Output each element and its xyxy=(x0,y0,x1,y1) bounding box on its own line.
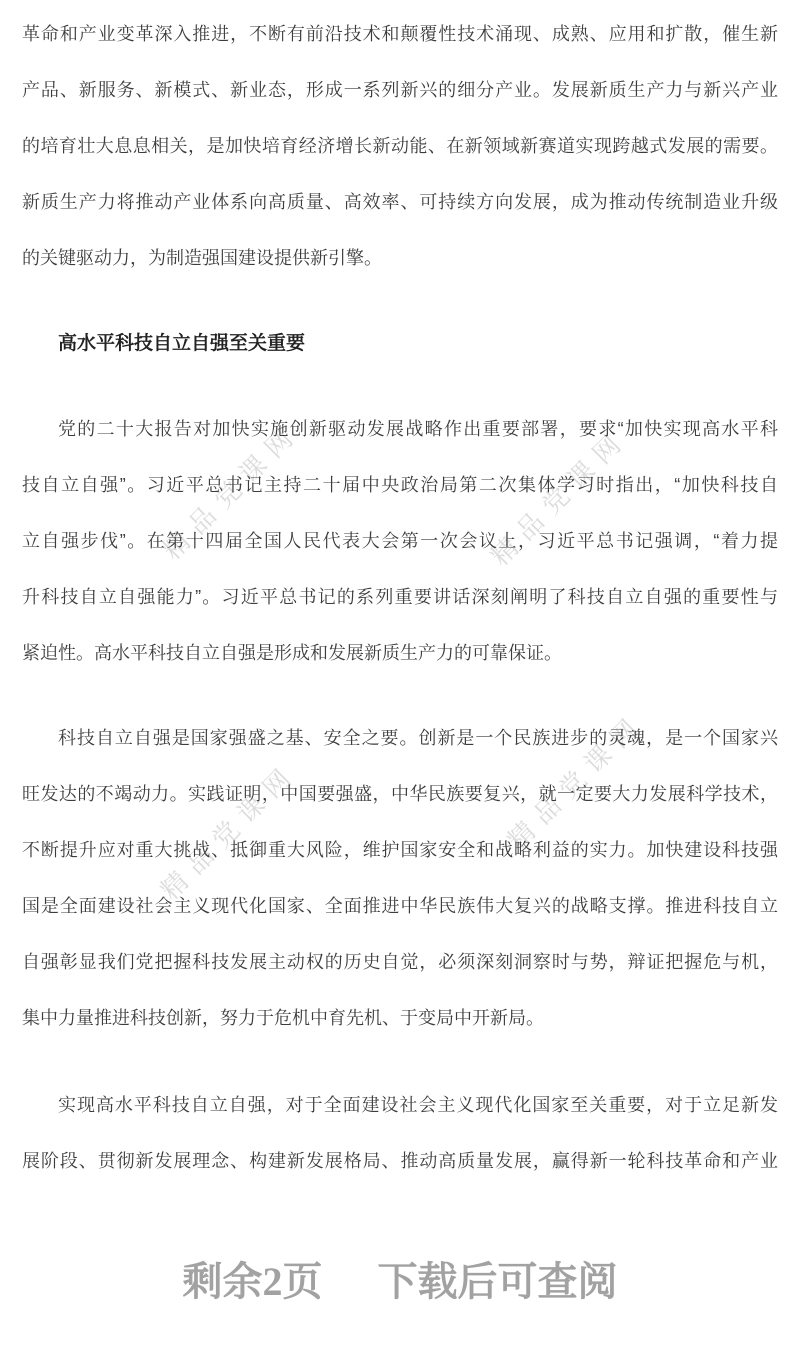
text-line: 的关键驱动力，为制造强国建设提供新引擎。 xyxy=(22,248,382,268)
text-line: 立自强步伐”。在第十四届全国人民代表大会第一次会议上，习近平总书记强调，“着力提 xyxy=(22,531,778,551)
watermark-text: 精品党课网 xyxy=(154,756,304,906)
text-line: 实现高水平科技自立自强，对于全面建设社会主义现代化国家至关重要，对于立足新发 xyxy=(58,1095,778,1115)
text-line: 展阶段、贯彻新发展理念、构建新发展格局、推动高质量发展，赢得新一轮科技革命和产业 xyxy=(22,1151,778,1171)
paragraph-continuation xyxy=(22,6,778,286)
text-line: 旺发达的不竭动力。实践证明，中国要强盛，中华民族要复兴，就一定要大力发展科学技术， xyxy=(22,784,778,804)
watermark-text: 精品党课网 xyxy=(484,422,634,572)
section-heading: 高水平科技自立自强至关重要 xyxy=(58,333,306,354)
paragraph-sci-tech-foundation xyxy=(22,710,778,1046)
watermark-text: 精品党课网 xyxy=(156,416,306,566)
text-line: 国是全面建设社会主义现代化国家、全面推进中华民族伟大复兴的战略支撑。推进科技自立 xyxy=(22,896,778,916)
pages-remaining-notice xyxy=(0,1252,800,1312)
watermark-text: 精品党课网 xyxy=(501,706,651,856)
pages-left-label: 剩余2页 xyxy=(182,1259,323,1304)
text-line: 革命和产业变革深入推进，不断有前沿技术和颠覆性技术涌现、成熟、应用和扩散，催生新 xyxy=(22,24,778,44)
text-line: 集中力量推进科技创新，努力于危机中育先机、于变局中开新局。 xyxy=(22,1008,544,1028)
paragraph-realize-self-reliance xyxy=(22,1077,778,1189)
text-line: 自强彰显我们党把握科技发展主动权的历史自觉，必须深刻洞察时与势，辩证把握危与机， xyxy=(22,952,778,972)
paragraph-party-congress-report xyxy=(22,401,778,681)
text-line: 不断提升应对重大挑战、抵御重大风险，维护国家安全和战略利益的实力。加快建设科技强 xyxy=(22,840,778,860)
text-line: 紧迫性。高水平科技自立自强是形成和发展新质生产力的可靠保证。 xyxy=(22,643,562,663)
text-line: 技自立自强”。习近平总书记主持二十届中央政治局第二次集体学习时指出，“加快科技自 xyxy=(22,475,778,495)
text-line: 科技自立自强是国家强盛之基、安全之要。创新是一个民族进步的灵魂，是一个国家兴 xyxy=(58,728,778,748)
text-line: 党的二十大报告对加快实施创新驱动发展战略作出重要部署，要求“加快实现高水平科 xyxy=(58,419,778,439)
text-line: 升科技自立自强能力”。习近平总书记的系列重要讲话深刻阐明了科技自立自强的重要性与 xyxy=(22,587,778,607)
text-line: 的培育壮大息息相关，是加快培育经济增长新动能、在新领域新赛道实现跨越式发展的需要。 xyxy=(22,136,778,156)
text-line: 产品、新服务、新模式、新业态，形成一系列新兴的细分产业。发展新质生产力与新兴产业 xyxy=(22,80,778,100)
text-line: 新质生产力将推动产业体系向高质量、高效率、可持续方向发展，成为推动传统制造业升级 xyxy=(22,192,778,212)
download-hint-label: 下载后可查阅 xyxy=(377,1259,618,1304)
